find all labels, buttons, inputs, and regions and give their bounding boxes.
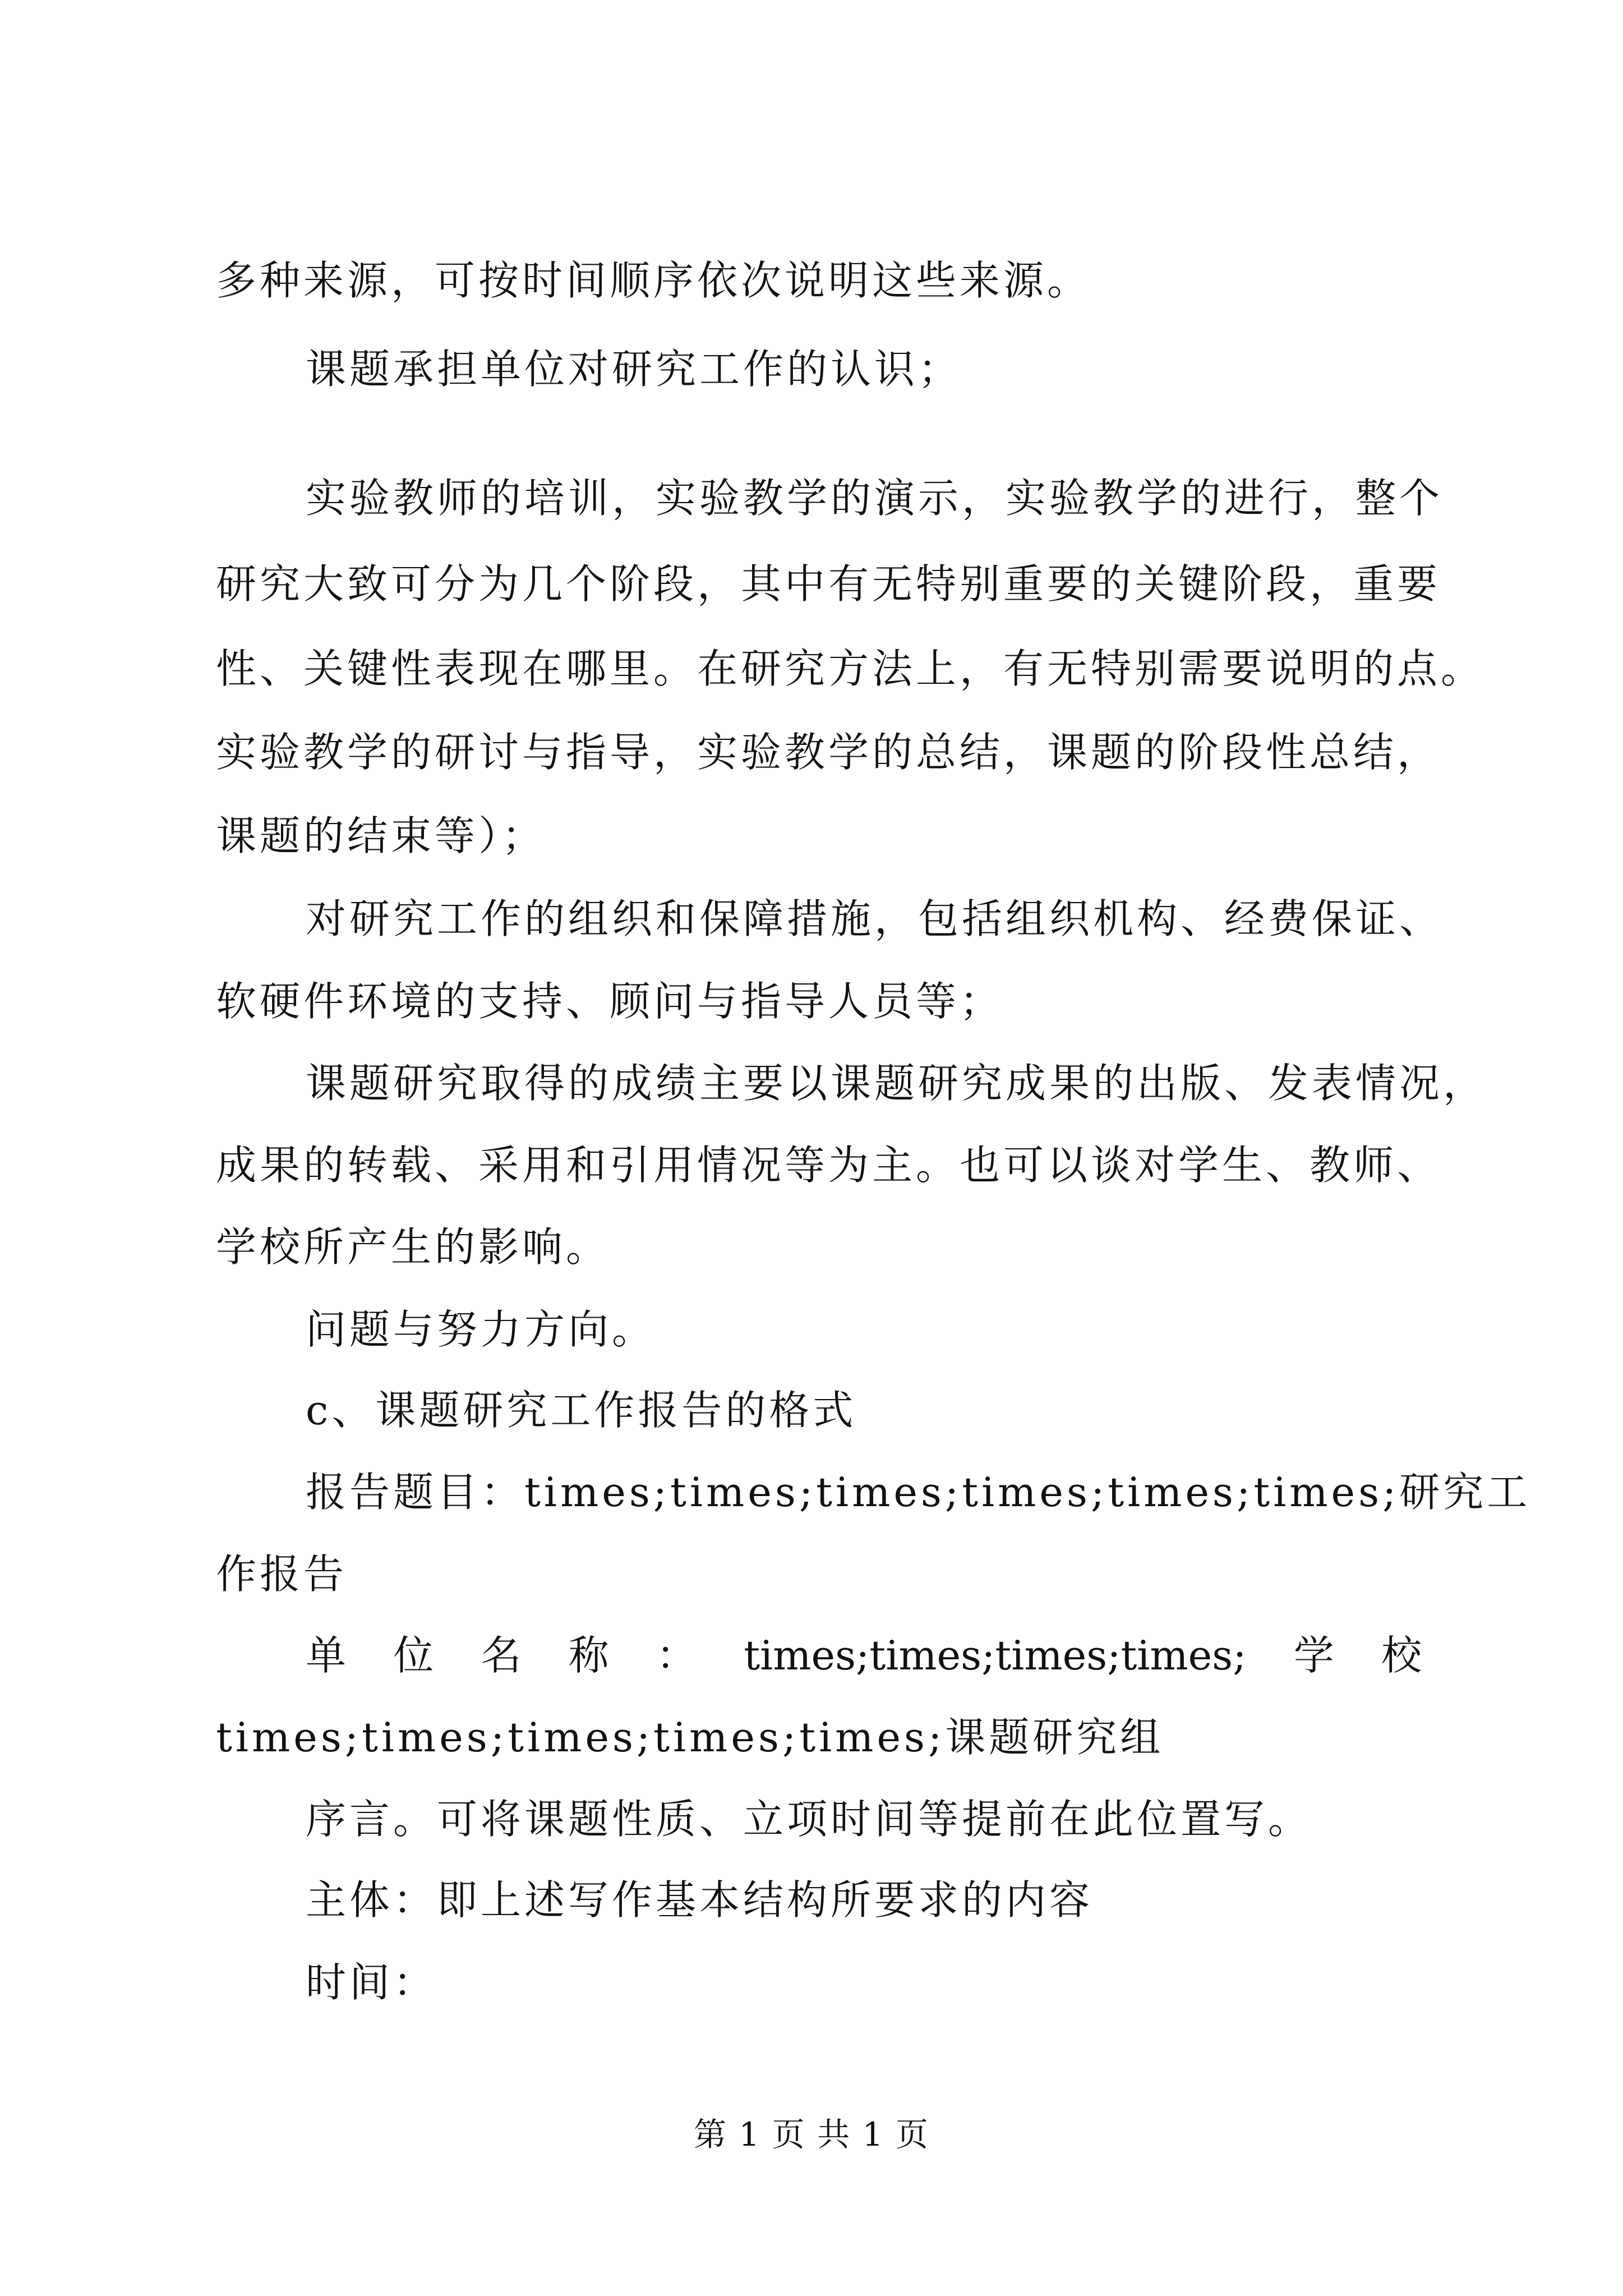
text-line: 实验教学的研讨与指导，实验教学的总结，课题的阶段性总结， bbox=[216, 729, 1441, 776]
text-line: 序言。可将课题性质、立项时间等提前在此位置写。 bbox=[306, 1796, 1312, 1843]
unit-name-token: 位 bbox=[393, 1632, 434, 1679]
unit-name-token: 单 bbox=[306, 1632, 347, 1679]
text-line: 成果的转载、采用和引用情况等为主。也可以谈对学生、教师、 bbox=[216, 1142, 1441, 1189]
text-line: 课题承担单位对研究工作的认识； bbox=[306, 346, 962, 393]
text-line: c、课题研究工作报告的格式 bbox=[306, 1387, 857, 1434]
text-line: 对研究工作的组织和保障措施，包括组织机构、经费保证、 bbox=[306, 895, 1444, 942]
text-line: 主体：即上述写作基本结构所要求的内容 bbox=[306, 1876, 1094, 1924]
text-line: 多种来源，可按时间顺序依次说明这些来源。 bbox=[216, 257, 1091, 304]
unit-name-token: 称 bbox=[568, 1632, 609, 1679]
unit-name-token: ： bbox=[656, 1632, 697, 1679]
unit-name-line bbox=[306, 1627, 1422, 1683]
unit-name-token: 名 bbox=[481, 1632, 522, 1679]
text-line: 问题与努力方向。 bbox=[306, 1306, 656, 1353]
unit-name-token: 学 bbox=[1293, 1632, 1334, 1679]
page-footer: 第 1 页 共 1 页 bbox=[694, 2115, 929, 2154]
text-line: 性、关键性表现在哪里。在研究方法上，有无特别需要说明的点。 bbox=[216, 645, 1485, 692]
text-line: 作报告 bbox=[216, 1550, 348, 1598]
text-line: 课题研究取得的成绩主要以课题研究成果的出版、发表情况， bbox=[306, 1060, 1487, 1107]
text-line: 实验教师的培训，实验教学的演示，实验教学的进行，整个 bbox=[306, 475, 1444, 522]
text-line: 学校所产生的影响。 bbox=[216, 1223, 610, 1271]
unit-name-token: times;times;times;times; bbox=[744, 1632, 1247, 1679]
text-line: 软硬件环境的支持、顾问与指导人员等； bbox=[216, 978, 1004, 1025]
text-line: times;times;times;times;times;课题研究组 bbox=[216, 1714, 1164, 1761]
text-line: 研究大致可分为几个阶段，其中有无特别重要的关键阶段，重要 bbox=[216, 560, 1441, 608]
text-line: 报告题目：times;times;times;times;times;times;研究工 bbox=[306, 1469, 1531, 1516]
text-line: 时间： bbox=[306, 1959, 437, 2006]
unit-name-token: 校 bbox=[1381, 1632, 1422, 1679]
text-line: 课题的结束等）； bbox=[216, 812, 546, 859]
